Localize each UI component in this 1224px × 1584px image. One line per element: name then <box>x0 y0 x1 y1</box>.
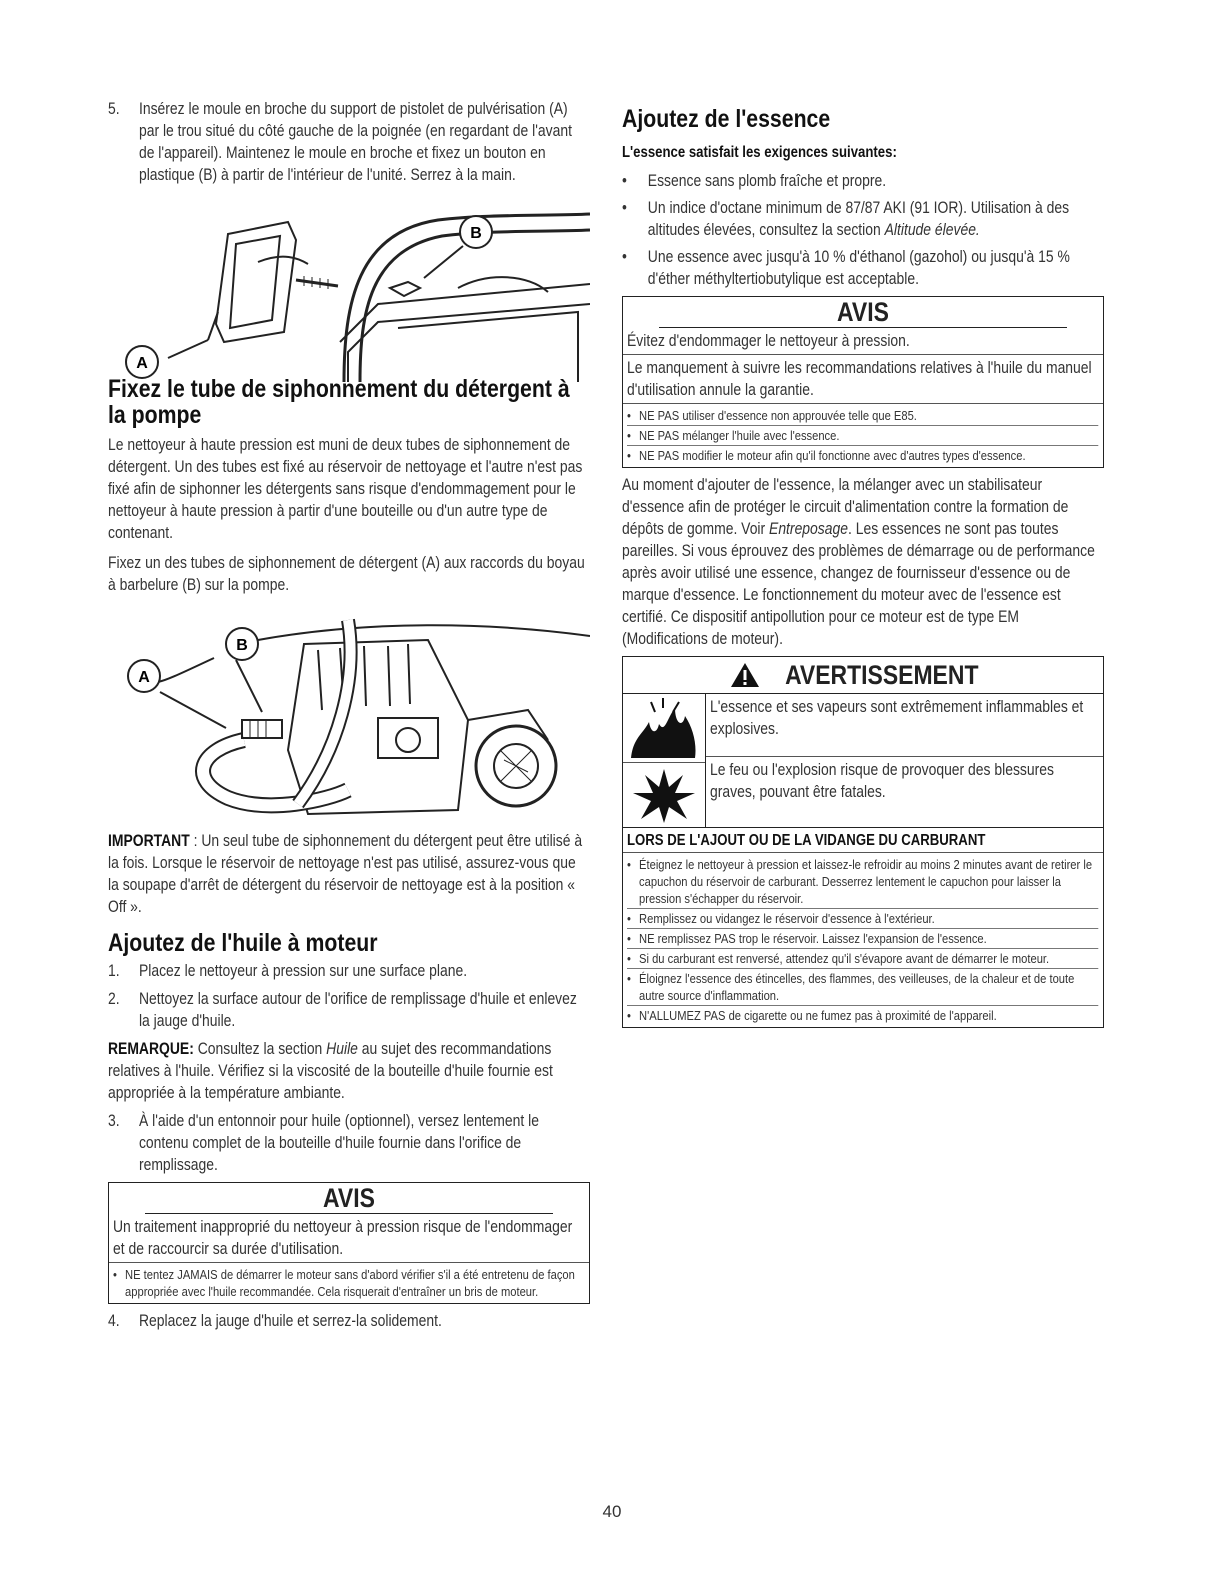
fig1-label-b: B <box>470 225 482 242</box>
warning-subtitle: LORS DE L'AJOUT OU DE LA VIDANGE DU CARBURANT <box>627 832 986 849</box>
warning-bullet-1: • Éteignez le nettoyeur à pression et laissez-le refroidir au moins 2 minutes avant de retirer le capuchon du réservoir de carburant. Desserrez lentement le capuchon pour laisser la pression s'échapper du réservoir. <box>627 855 1098 909</box>
heading-detergent-tube: Fixez le tube de siphonnement du détergent à la pompe <box>108 375 570 429</box>
warning-bullet-5: • Éloignez l'essence des étincelles, des flammes, des veilleuses, de la chaleur et de toute autre source d'inflammation. <box>627 969 1098 1006</box>
avis-fuel-line-2: Le manquement à suivre les recommandations relatives à l'huile du manuel d'utilisation annule la garantie. <box>627 359 1092 399</box>
avis-box-fuel <box>622 296 1104 468</box>
remarque-italic: Huile <box>326 1040 358 1058</box>
paragraph-fuel-stabilizer: Au moment d'ajouter de l'essence, la mélanger avec un stabilisateur d'essence afin de protéger le circuit d'alimentation contre la formation de dépôts de gomme. Voir Entreposage. Les essences ne sont pas toutes pareilles. Si vous éprouvez des problèmes de démarrage ou de performance après avoir utilisé une essence, changez de fournisseur d'essence ou de marque d'essence. Le fonctionnement du moteur avec de l'essence est certifié. Ce dispositif antipollution pour ce moteur est de type EM (Modifications de moteur). <box>622 476 1095 648</box>
avis-text: Un traitement inapproprié du nettoyeur à pression risque de l'endommager et de raccourcir sa durée d'utilisation. <box>113 1218 573 1258</box>
avis-fuel-title: AVIS <box>659 297 1067 328</box>
important-note <box>108 830 589 918</box>
avis-title: AVIS <box>145 1183 553 1214</box>
left-column <box>108 98 590 1338</box>
step-4: 4. Replacez la jauge d'huile et serrez-la solidement. <box>108 1312 442 1330</box>
heading-add-oil: Ajoutez de l'huile à moteur <box>108 929 378 957</box>
fig1-label-a: A <box>136 355 148 372</box>
avis-fuel-bullet-3: • NE PAS modifier le moteur afin qu'il fonctionne avec d'autres types d'essence. <box>627 448 1026 463</box>
heading-add-fuel: Ajoutez de l'essence <box>622 105 831 133</box>
paragraph-detergent-attach: Fixez un des tubes de siphonnement de détergent (A) aux raccords du boyau à barbelure (B) sur la pompe. <box>108 554 585 594</box>
figure-pump-tube <box>108 600 590 822</box>
fig2-label-a: A <box>138 669 150 686</box>
step-5: 5. Insérez le moule en broche du support de pistolet de pulvérisation (A) par le trou situé du côté gauche de la poignée (en regardant de l'avant de l'appareil). Maintenez le moule en broche et fixez un bouton en plastique (B) à partir de l'intérieur de l'unité. Serrez à la main. <box>108 100 572 184</box>
warning-bullet-3: • NE remplissez PAS trop le réservoir. Laissez l'expansion de l'essence. <box>627 929 1098 949</box>
fire-hazard-icon <box>623 694 705 763</box>
fuel-bullet-1: • Essence sans plomb fraîche et propre. <box>622 172 887 190</box>
warning-title: AVERTISSEMENT <box>785 659 979 690</box>
right-column <box>622 98 1104 1028</box>
step-1: 1. Placez le nettoyeur à pression sur une surface plane. <box>108 962 468 980</box>
avis-fuel-bullet-2: • NE PAS mélanger l'huile avec l'essence. <box>627 426 1098 446</box>
step-2: 2. Nettoyez la surface autour de l'orifice de remplissage d'huile et enlevez la jauge d'huile. <box>108 990 577 1030</box>
pump-illustration <box>108 600 590 822</box>
avis-box-oil <box>108 1182 590 1304</box>
fuel-bullet-3: • Une essence avec jusqu'à 10 % d'éthanol (gazohol) ou jusqu'à 15 % d'éther méthyltertiobutylique est acceptable. <box>622 248 1070 288</box>
warning-bullet-4: • Si du carburant est renversé, attendez qu'il s'évapore avant de démarrer le moteur. <box>627 949 1098 969</box>
important-text: : Un seul tube de siphonnement du détergent peut être utilisé à la fois. Lorsque le réservoir de nettoyage n'est pas utilisé, assurez-vous que la soupape d'arrêt de détergent du réservoir de nettoyage est à la position « Off ». <box>108 832 583 916</box>
explosion-hazard-icon <box>623 763 705 827</box>
warning-triangle-icon <box>730 661 760 689</box>
warning-box <box>622 656 1104 1028</box>
important-label: IMPORTANT <box>108 832 190 850</box>
warning-line-2: Le feu ou l'explosion risque de provoquer des blessures graves, pouvant être fatales. <box>710 761 1054 801</box>
warning-line-1: L'essence et ses vapeurs sont extrêmement inflammables et explosives. <box>710 698 1084 738</box>
paragraph-detergent-intro: Le nettoyeur à haute pression est muni de deux tubes de siphonnement de détergent. Un des tubes est fixé au réservoir de nettoyage et l'autre n'est pas fixé afin de siphonner les détergents sans risque d'endommagement pour le nettoyeur à haute pression à partir d'une bouteille ou d'un autre type de contenant. <box>108 436 583 542</box>
warning-bullet-6: • N'ALLUMEZ PAS de cigarette ou ne fumez pas à proximité de l'appareil. <box>627 1008 997 1023</box>
figure-spray-gun-holder <box>108 192 590 382</box>
fuel-bullet-2: • Un indice d'octane minimum de 87/87 AKI (91 IOR). Utilisation à des altitudes élevées, consultez la section Altitude élevée. <box>622 199 1070 239</box>
avis-bullet: • NE tentez JAMAIS de démarrer le moteur sans d'abord vérifier s'il a été entretenu de façon appropriée avec l'huile recommandée. Cela risquerait d'entraîner un bris de moteur. <box>113 1267 575 1299</box>
step-3: 3. À l'aide d'un entonnoir pour huile (optionnel), versez lentement le contenu complet de la bouteille d'huile fournie dans l'orifice de remplissage. <box>108 1112 539 1174</box>
remarque-label: REMARQUE: <box>108 1040 194 1058</box>
avis-fuel-line-1: Évitez d'endommager le nettoyeur à pression. <box>627 332 910 350</box>
remarque-note: REMARQUE: Consultez la section Huile au sujet des recommandations relatives à l'huile. Vérifiez si la viscosité de la bouteille d'huile fournie est appropriée à la température ambiante. <box>108 1040 553 1102</box>
spray-gun-holder-illustration <box>108 192 590 382</box>
fig2-label-b: B <box>236 637 248 654</box>
avis-fuel-bullet-1: • NE PAS utiliser d'essence non approuvée telle que E85. <box>627 406 1098 426</box>
fuel-requirements-subheading: L'essence satisfait les exigences suivantes: <box>622 144 897 161</box>
page-number: 40 <box>602 1502 622 1521</box>
warning-bullet-2: • Remplissez ou vidangez le réservoir d'essence à l'extérieur. <box>627 909 1098 929</box>
